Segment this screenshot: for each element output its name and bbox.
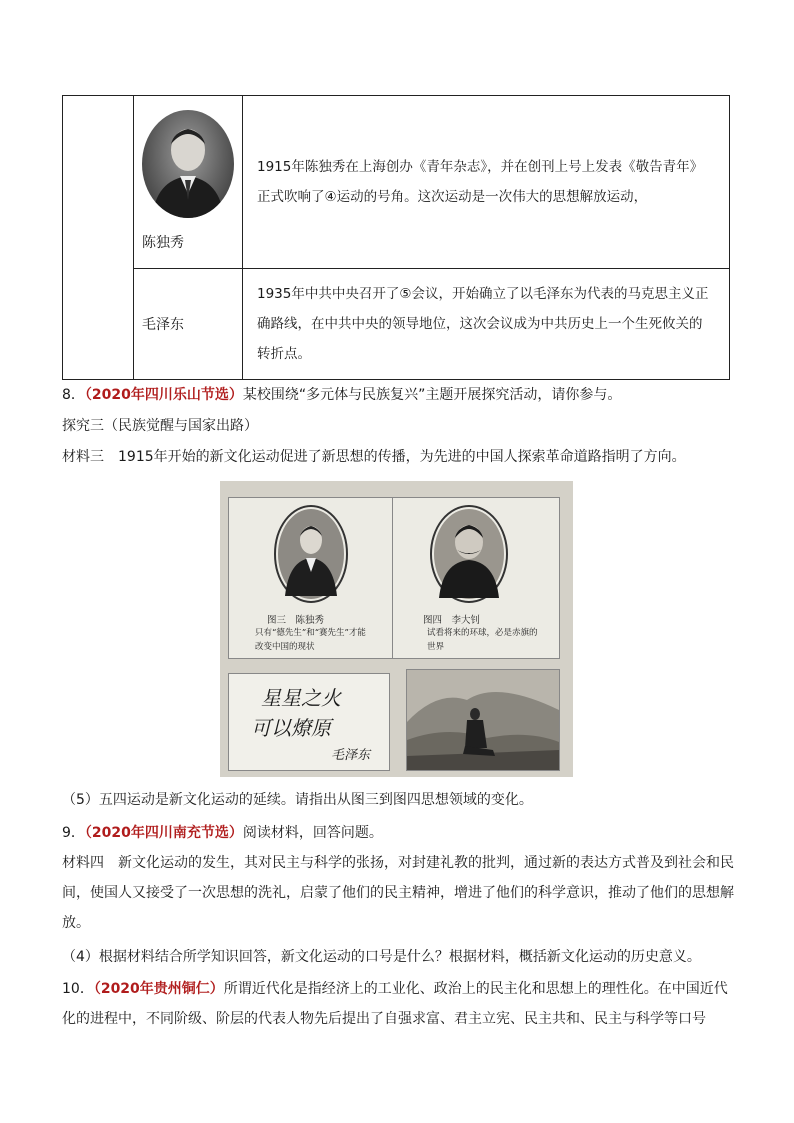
material-figure (220, 481, 573, 777)
calligraphy-line1: 星星之火 (261, 686, 341, 710)
q8-text: 某校围绕“多元体与民族复兴”主题开展探究活动，请你参与。 (242, 387, 622, 403)
person-name: 毛泽东 (142, 317, 184, 333)
figure3-caption: 图三 陈独秀 (267, 615, 325, 626)
figure4-quote: 试看将来的环球，必是赤旗的世界 (427, 628, 538, 652)
description-text: 1935年中共中央召开了⑤会议，开始确立了以毛泽东为代表的马克思主义正确路线，在中共中央的领导地位，这次会议成为中共历史上一个生死攸关的转折点。 (257, 286, 709, 362)
description-cell (243, 269, 730, 380)
name-cell (134, 269, 243, 380)
figure3-quote: 只有“德先生”和“赛先生”才能改变中国的现状 (255, 628, 366, 652)
table-row (63, 269, 730, 380)
figure4-caption: 图四 李大钊 (423, 615, 481, 626)
description-text: 1915年陈独秀在上海创办《青年杂志》，并在创刊上号上发表《敬告青年》正式吹响了④运动的号角。这次运动是一次伟大的思想解放运动， (257, 159, 704, 205)
mao-photo (406, 669, 560, 771)
q8-stem (62, 380, 734, 410)
q8-material: 材料三 1915年开始的新文化运动促进了新思想的传播，为先进的中国人探索革命道路指明了方向。 (62, 449, 686, 465)
q10-source: （2020年贵州铜仁） (93, 981, 224, 997)
q9-text: 阅读材料，回答问题。 (242, 825, 383, 841)
figures-table (62, 95, 730, 380)
empty-cell (63, 96, 134, 380)
table-row (63, 96, 730, 269)
chen-duxiu-photo (229, 498, 393, 610)
calligraphy-panel (228, 673, 390, 771)
q9-source: （2020年四川南充节选） (84, 825, 243, 841)
q8-question: （5）五四运动是新文化运动的延续。请指出从图三到图四思想领域的变化。 (62, 792, 533, 808)
calligraphy-line2: 可以燎原 (251, 716, 331, 740)
portrait-cell (134, 96, 243, 269)
q10-stem (62, 974, 734, 1034)
q10-number: 10． (62, 981, 94, 997)
q9-material: 材料四 新文化运动的发生，其对民主与科学的张扬，对封建礼教的批判，通过新的表达方式普及到社会和民间，使国人又接受了一次思想的洗礼，启蒙了他们的民主精神，增进了他们的科学意识，推动了他们的思想解放。 (62, 855, 734, 931)
description-cell (243, 96, 730, 269)
q8-number: 8． (62, 387, 85, 403)
q9-stem (62, 818, 734, 848)
chen-duxiu-portrait (142, 110, 234, 218)
figure4-panel (392, 497, 560, 659)
calligraphy-signature: 毛泽东 (331, 748, 371, 763)
q9-question: （4）根据材料结合所学知识回答，新文化运动的口号是什么？根据材料，概括新文化运动的历史意义。 (62, 949, 701, 965)
q10-text: 所谓近代化是指经济上的工业化、政治上的民主化和思想上的理性化。在中国近代化的进程中，不同阶级、阶层的代表人物先后提出了自强求富、君主立宪、民主共和、民主与科学等口号 (62, 981, 728, 1027)
q8-source: （2020年四川乐山节选） (84, 387, 243, 403)
figure3-panel (228, 497, 394, 659)
portrait-name: 陈独秀 (142, 235, 184, 251)
li-dazhao-photo (393, 498, 559, 610)
q9-number: 9． (62, 825, 85, 841)
q8-section: 探究三（民族觉醒与国家出路） (62, 418, 258, 434)
